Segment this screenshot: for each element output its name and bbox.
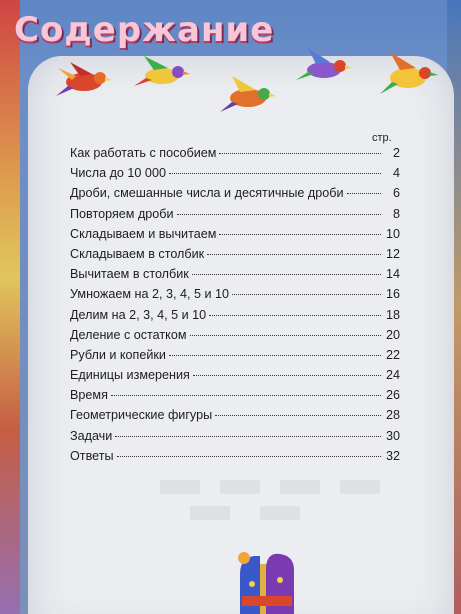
dot-leader xyxy=(207,254,381,255)
toc-item-title: Делим на 2, 3, 4, 5 и 10 xyxy=(70,307,207,322)
toc-item[interactable] xyxy=(70,186,400,206)
toc-item-page: 26 xyxy=(385,388,400,403)
toc-item-title: Числа до 10 000 xyxy=(70,166,166,181)
toc-item-page: 24 xyxy=(385,368,400,383)
toc-item[interactable] xyxy=(70,227,400,247)
dot-leader xyxy=(111,395,381,396)
toc-item-page: 8 xyxy=(392,206,400,221)
toc-item-page: 28 xyxy=(385,408,400,423)
toc-item-title: Рубли и копейки xyxy=(70,347,166,362)
toc-item[interactable] xyxy=(70,308,400,328)
toc-item-page: 14 xyxy=(385,267,400,282)
toc-item[interactable] xyxy=(70,247,400,267)
toc-item-page: 22 xyxy=(385,347,400,362)
toc-item[interactable] xyxy=(70,267,400,287)
toc-item-title: Время xyxy=(70,388,108,403)
dot-leader xyxy=(115,436,381,437)
toc-item[interactable] xyxy=(70,328,400,348)
toc-item[interactable] xyxy=(70,429,400,449)
page-column-header: стр. xyxy=(372,132,392,144)
toc-item-title: Как работать с пособием xyxy=(70,146,217,160)
toc-item[interactable] xyxy=(70,207,400,227)
toc-item-title: Деление с остатком xyxy=(70,327,187,342)
bird-icon xyxy=(56,62,112,96)
toc-item[interactable] xyxy=(70,348,400,368)
dot-leader xyxy=(219,153,381,154)
toc-item[interactable] xyxy=(70,449,400,469)
clown-illustration xyxy=(220,544,310,614)
toc-item-page: 10 xyxy=(385,226,400,241)
toc-item-title: Складываем и вычитаем xyxy=(70,226,217,241)
dot-leader xyxy=(117,456,381,457)
dot-leader xyxy=(219,234,381,235)
toc-item-title: Вычитаем в столбик xyxy=(70,267,189,282)
toc-item-page: 32 xyxy=(385,448,400,463)
table-of-contents xyxy=(70,146,400,469)
toc-item-page: 30 xyxy=(385,428,400,443)
dot-leader xyxy=(190,335,382,336)
toc-item[interactable] xyxy=(70,408,400,428)
toc-item[interactable] xyxy=(70,368,400,388)
toc-item-page: 12 xyxy=(385,246,400,261)
dot-leader xyxy=(193,375,381,376)
dot-leader xyxy=(215,415,381,416)
dot-leader xyxy=(169,355,381,356)
toc-item-title: Единицы измерения xyxy=(70,368,190,383)
dot-leader xyxy=(177,214,381,215)
bird-icon xyxy=(296,48,352,80)
dot-leader xyxy=(209,315,381,316)
bird-icon xyxy=(134,56,190,86)
bird-icon xyxy=(380,52,438,94)
toc-item[interactable] xyxy=(70,287,400,307)
toc-item-title: Ответы xyxy=(70,448,114,463)
toc-item-page: 6 xyxy=(392,186,400,201)
toc-item[interactable] xyxy=(70,146,400,166)
toc-item-page: 16 xyxy=(385,287,400,302)
dot-leader xyxy=(169,173,381,174)
toc-item[interactable] xyxy=(70,388,400,408)
dot-leader xyxy=(347,193,381,194)
toc-item-title: Задачи xyxy=(70,428,113,443)
dot-leader xyxy=(232,294,381,295)
toc-item[interactable] xyxy=(70,166,400,186)
bird-icon xyxy=(220,76,276,112)
birds-illustration xyxy=(0,0,461,120)
toc-item-title: Дроби, смешанные числа и десятичные дроби xyxy=(70,186,344,201)
toc-item-page: 20 xyxy=(385,327,400,342)
toc-item-title: Умножаем на 2, 3, 4, 5 и 10 xyxy=(70,287,230,302)
toc-item-page: 4 xyxy=(392,166,400,181)
toc-item-page: 2 xyxy=(392,146,400,160)
toc-item-title: Геометрические фигуры xyxy=(70,408,213,423)
dot-leader xyxy=(192,274,381,275)
toc-item-title: Повторяем дроби xyxy=(70,206,174,221)
toc-item-title: Складываем в столбик xyxy=(70,246,205,261)
toc-item-page: 18 xyxy=(385,307,400,322)
show-through-texture xyxy=(150,470,410,530)
page-title: Содержание xyxy=(14,10,275,50)
